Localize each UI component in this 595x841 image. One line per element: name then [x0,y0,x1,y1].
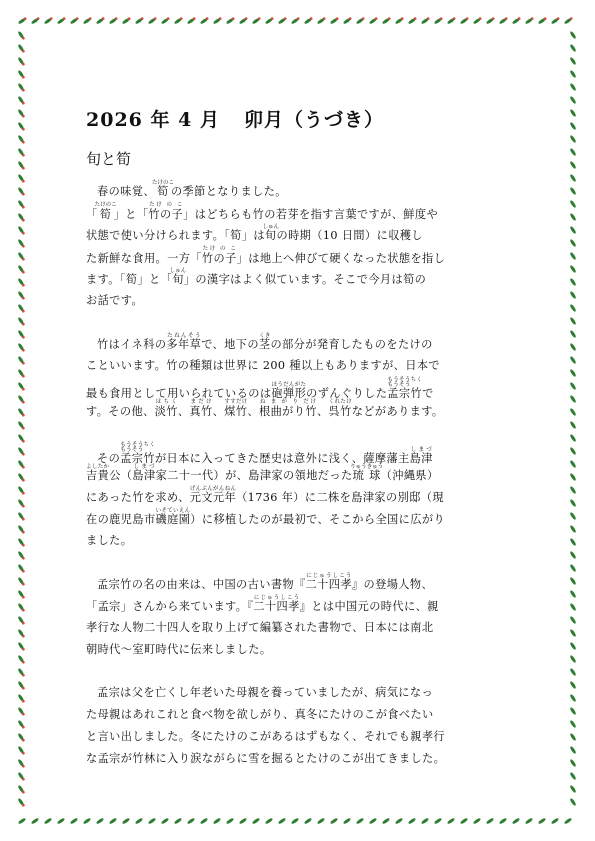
text-line: た新鮮な食用。一方「竹の子たけ の こ」は地上へ伸びて硬くなった状態を指し [86,246,446,265]
paragraph-4 [86,573,526,661]
text-line: 「孟宗」さんから来ています。『二十四孝にじゅうしこう』とは中国元の時代に、親 [86,595,439,613]
text-line: その孟宗もうそう竹もうそうちくが日本に入ってきた歴史は意外に浅く、薩摩藩主島津しまづ [97,442,433,465]
text-line: 最も食用として用いられているのは砲弾形ほうだんがたのずんぐりした孟宗もうそう竹もうそうちくで [86,377,434,400]
text-line: と言い出しました。冬にたけのこがあるはずもなく、それでも親孝行 [86,730,445,743]
text-line: 「筍たけのこ」と「竹の子たけ の こ」はどちらも竹の若芽を指す言葉ですが、鮮度や [86,202,439,221]
text-line: こといいます。竹の種類は世界に 200 種以上もありますが、日本で [86,359,441,372]
text-line: 竹はイネ科の多年草たねんそうで、地下の茎くきの部分が発育したものをたけの [97,333,433,351]
text-line: 孟宗は父を亡くし年老いた母親を養っていましたが、病気になっ [97,686,434,699]
paragraph-3 [86,442,526,552]
page-heading [86,106,526,134]
paragraph-1 [86,180,526,312]
text-line: お話です。 [86,294,144,307]
text-line: ました。 [86,534,133,547]
text-line: 吉貴よしたか公（島津しまづ家二十一代）が、島津家の領地だった琉球りゅうきゅう（沖縄県） [86,464,439,482]
text-line: た母親はあれこれと食べ物を欲しがり、真冬にたけのこが食べたい [86,708,434,721]
text-line: な孟宗が竹林に入り涙ながらに雪を掘るとたけのこが出てきました。 [86,752,446,765]
document-body [86,106,526,770]
article-title: 旬と筍 [86,150,132,168]
text-line: 朝時代～室町時代に伝来しました。 [86,643,272,656]
heading-date: 2026 年 4 月 [86,109,220,131]
text-line: にあった竹を求め、元文元年げんぶんがんねん（1736 年）に二株を島津家の別邸（現 [86,486,444,504]
text-line: 春の味覚、筍たけのこの季節となりました。 [97,180,287,198]
paragraph-2 [86,333,526,421]
text-line: 孝行な人物二十四人を取り上げて編纂された書物で、日本には南北 [86,621,434,634]
paragraph-5 [86,682,526,770]
text-line: 状態で使い分けられます。「筍」は旬しゅんの時期（10 日間）に収穫し [86,224,423,242]
text-line: ます。「筍」と「旬しゅん」の漢字はよく似ています。そこで今月は筍の [86,268,427,286]
text-line: す。その他、淡竹はちく、真竹まだけ、煤竹すすだけ、根曲がり竹ね ま が り だけ、呉竹くれたけなどがあります。 [86,399,444,418]
text-line: 在の鹿児島市磯庭園いそていえん）に移植したのが最初で、そこから全国に広がり [86,508,445,526]
text-line: 孟宗竹の名の由来は、中国の古い書物『二十四孝にじゅうしこう』の登場人物、 [97,573,434,591]
heading-month-name: 卯月（うづき） [243,109,384,131]
